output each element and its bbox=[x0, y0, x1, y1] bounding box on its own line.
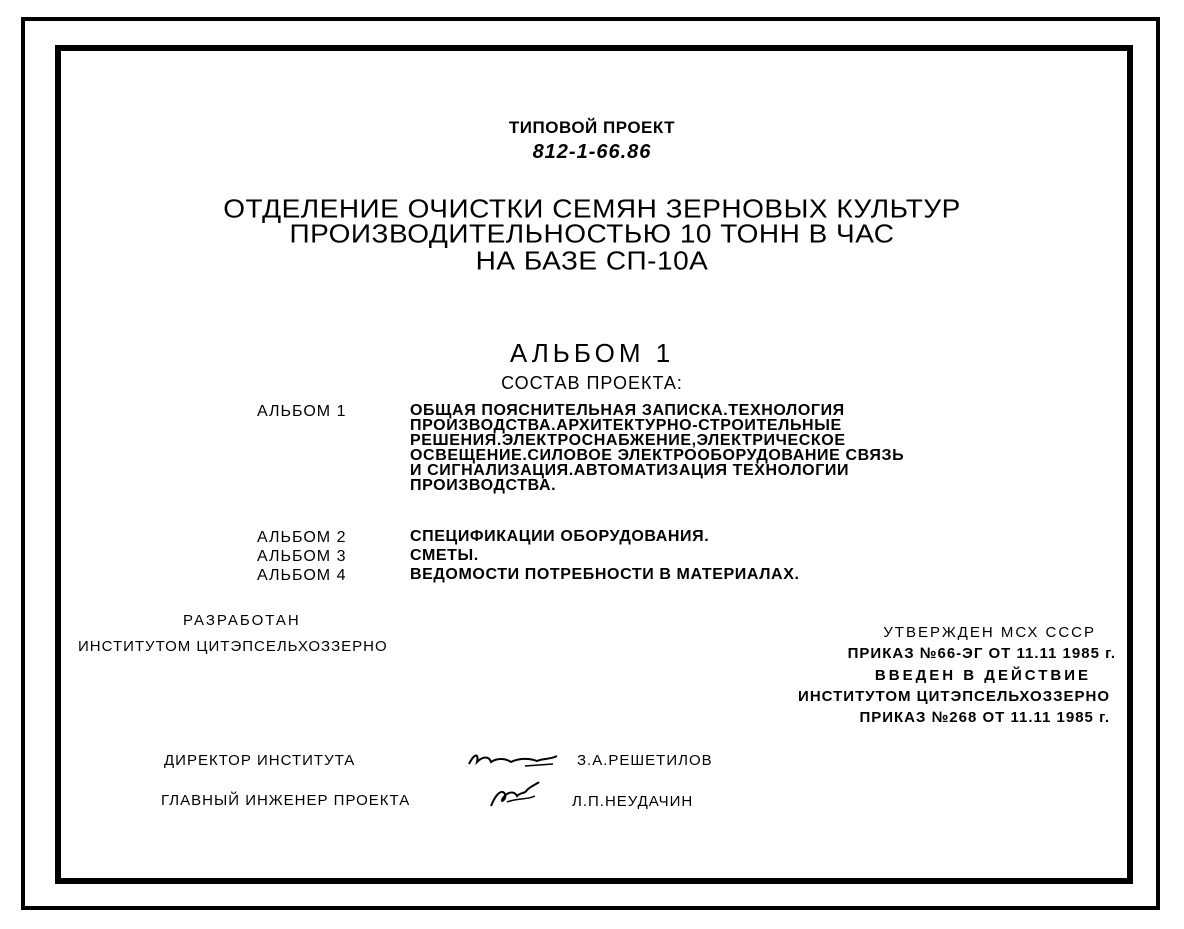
album-3-label: АЛЬБОМ 3 bbox=[257, 548, 347, 565]
album-1-line-3: РЕШЕНИЯ.ЭЛЕКТРОСНАБЖЕНИЕ,ЭЛЕКТРИЧЕСКОЕ bbox=[410, 432, 846, 449]
album-4-line-1: ВЕДОМОСТИ ПОТРЕБНОСТИ В МАТЕРИАЛАХ. bbox=[410, 566, 800, 583]
director-signature bbox=[465, 748, 565, 774]
director-name: З.А.РЕШЕТИЛОВ bbox=[577, 752, 713, 769]
approval-line-3: ВВЕДЕН В ДЕЙСТВИЕ bbox=[874, 667, 1091, 684]
chief-engineer-title: ГЛАВНЫЙ ИНЖЕНЕР ПРОЕКТА bbox=[161, 792, 411, 809]
album-heading: АЛЬБОМ 1 bbox=[509, 338, 675, 368]
title-line-3: НА БАЗЕ СП-10А bbox=[475, 246, 709, 275]
approval-line-5: ПРИКАЗ №268 ОТ 11.11 1985 г. bbox=[859, 709, 1110, 726]
album-2-label: АЛЬБОМ 2 bbox=[257, 529, 347, 546]
album-1-label: АЛЬБОМ 1 bbox=[257, 403, 347, 420]
approval-line-4: ИНСТИТУТОМ ЦИТЭПСЕЛЬХОЗЗЕРНО bbox=[798, 688, 1110, 705]
approval-line-2: ПРИКАЗ №66-ЭГ ОТ 11.11 1985 г. bbox=[847, 645, 1116, 662]
album-1-line-2: ПРОИЗВОДСТВА.АРХИТЕКТУРНО-СТРОИТЕЛЬНЫЕ bbox=[410, 417, 842, 434]
title-line-2: ПРОИЗВОДИТЕЛЬНОСТЬЮ 10 ТОНН В ЧАС bbox=[289, 219, 895, 248]
album-1-line-6: ПРОИЗВОДСТВА. bbox=[410, 477, 557, 494]
chief-engineer-name: Л.П.НЕУДАЧИН bbox=[572, 793, 694, 810]
album-1-line-1: ОБЩАЯ ПОЯСНИТЕЛЬНАЯ ЗАПИСКА.ТЕХНОЛОГИЯ bbox=[410, 402, 845, 419]
album-4-label: АЛЬБОМ 4 bbox=[257, 567, 347, 584]
album-1-line-5: И СИГНАЛИЗАЦИЯ.АВТОМАТИЗАЦИЯ ТЕХНОЛОГИИ bbox=[410, 462, 850, 479]
typical-project-label: ТИПОВОЙ ПРОЕКТ bbox=[508, 118, 676, 137]
approval-line-1: УТВЕРЖДЕН МСХ СССР bbox=[883, 624, 1096, 641]
director-title: ДИРЕКТОР ИНСТИТУТА bbox=[164, 752, 356, 769]
title-line-1: ОТДЕЛЕНИЕ ОЧИСТКИ СЕМЯН ЗЕРНОВЫХ КУЛЬТУР bbox=[223, 194, 961, 223]
chief-engineer-signature bbox=[487, 778, 557, 812]
project-code: 812-1-66.86 bbox=[532, 141, 652, 163]
album-2-line-1: СПЕЦИФИКАЦИИ ОБОРУДОВАНИЯ. bbox=[410, 528, 710, 545]
developer-label: РАЗРАБОТАН bbox=[183, 612, 301, 629]
album-1-line-4: ОСВЕЩЕНИЕ.СИЛОВОЕ ЭЛЕКТРООБОРУДОВАНИЕ СВЯЗЬ bbox=[410, 447, 905, 464]
composition-label: СОСТАВ ПРОЕКТА: bbox=[501, 373, 683, 393]
album-3-line-1: СМЕТЫ. bbox=[410, 547, 479, 564]
developer-institute: ИНСТИТУТОМ ЦИТЭПСЕЛЬХОЗЗЕРНО bbox=[78, 638, 388, 655]
